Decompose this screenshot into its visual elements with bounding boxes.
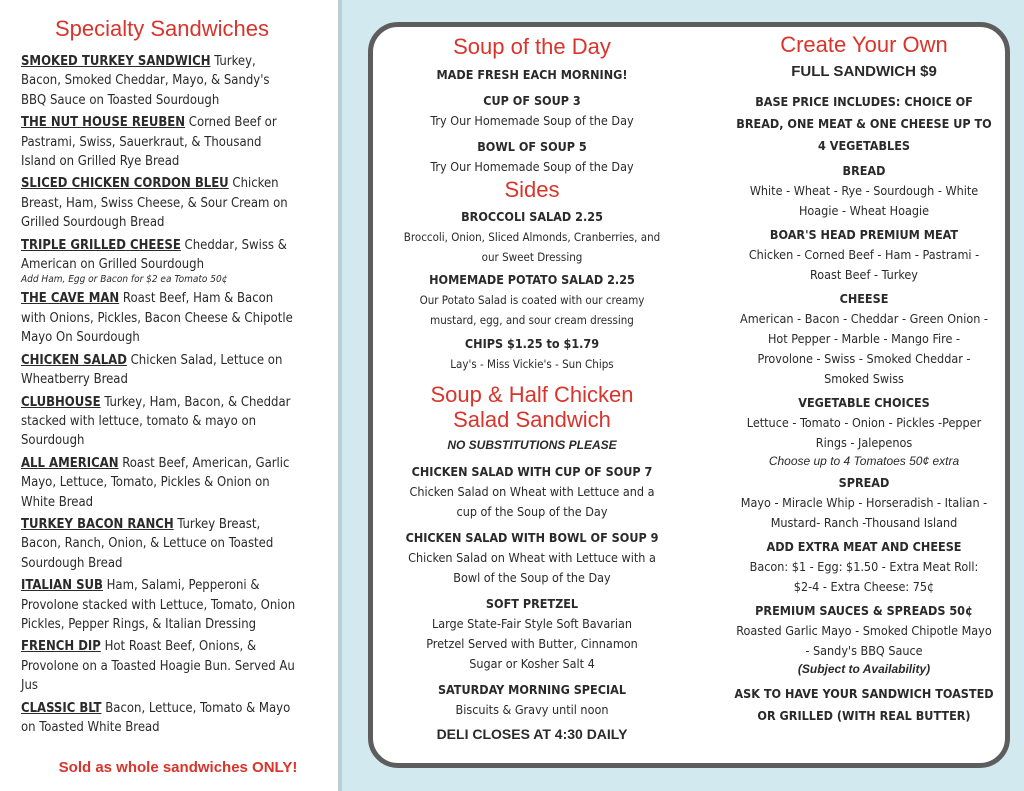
whole-sandwich-note: Sold as whole sandwiches ONLY!: [58, 759, 298, 776]
soup-title: Soup of the Day: [453, 34, 611, 59]
meat-label: BOAR'S HEAD PREMIUM MEAT: [769, 227, 959, 242]
item-desc: Chicken Breast, Ham, Swiss Cheese, & Sour Cream on Grilled Sourdough Bread: [21, 176, 288, 231]
item-name: TRIPLE GRILLED CHEESE: [21, 237, 181, 253]
combo-title-2: Salad Sandwich: [453, 407, 611, 432]
bowl-of-soup: BOWL OF SOUP 5: [477, 139, 587, 154]
bread-options-2: Hoagie - Wheat Hoagie: [798, 203, 930, 218]
chips: CHIPS $1.25 to $1.79: [464, 336, 600, 351]
spread-options-2: Mustard- Ranch -Thousand Island: [770, 515, 958, 530]
item-name: CLASSIC BLT: [21, 700, 102, 716]
extra-label: ADD EXTRA MEAT AND CHEESE: [766, 539, 962, 554]
combo-cup: CHICKEN SALAD WITH CUP OF SOUP 7: [411, 464, 653, 479]
spread-label: SPREAD: [838, 475, 890, 490]
potato-salad: HOMEMADE POTATO SALAD 2.25: [429, 272, 635, 287]
soup-subtitle: MADE FRESH EACH MORNING!: [436, 67, 628, 82]
cheese-options-3: Provolone - Swiss - Smoked Cheddar -: [757, 351, 971, 366]
cheese-label: CHEESE: [839, 291, 889, 306]
item-name: CLUBHOUSE: [21, 394, 101, 410]
bread-label: BREAD: [842, 163, 886, 178]
soft-pretzel: SOFT PRETZEL: [485, 596, 579, 611]
menu-item: [21, 454, 296, 512]
item-desc: Bacon, Lettuce, Tomato & Mayo on Toasted White Bread: [21, 700, 291, 735]
premium-options: Roasted Garlic Mayo - Smoked Chipotle Mayo: [736, 623, 992, 638]
bread-options: White - Wheat - Rye - Sourdough - White: [749, 183, 979, 198]
specialty-list: [21, 52, 337, 737]
menu-item: [21, 699, 296, 738]
vegetable-note: Choose up to 4 Tomatoes 50¢ extra: [768, 454, 960, 468]
item-desc: Ham, Salami, Pepperoni & Provolone stacked with Lettuce, Tomato, Onion Pickles, Pepper Rings, & Italian Dressing: [21, 578, 296, 632]
create-your-own-column: [719, 27, 1009, 727]
item-desc: Roast Beef, American, Garlic Mayo, Lettuce, Tomato, Pickles & Onion on White Bread: [21, 455, 290, 510]
item-desc: Hot Roast Beef, Onions, & Provolone on a Toasted Hoagie Bun. Served Au Jus: [21, 639, 295, 694]
menu-item: [21, 393, 296, 451]
chips-desc: Lay's - Miss Vickie's - Sun Chips: [450, 357, 614, 371]
cup-of-soup-desc: Try Our Homemade Soup of the Day: [430, 113, 634, 128]
ask-toasted-2: OR GRILLED (WITH REAL BUTTER): [757, 708, 971, 723]
menu-item: [21, 576, 296, 634]
combo-cup-desc: Chicken Salad on Wheat with Lettuce and a: [409, 484, 655, 499]
menu-item: [21, 637, 296, 695]
item-desc: Corned Beef or Pastrami, Swiss, Sauerkraut, & Thousand Island on Grilled Rye Bread: [21, 115, 277, 170]
item-name: TURKEY BACON RANCH: [21, 516, 174, 532]
full-sandwich-price: FULL SANDWICH $9: [791, 63, 937, 80]
item-desc: Turkey, Bacon, Smoked Cheddar, Mayo, & Sandy's BBQ Sauce on Toasted Sourdough: [21, 54, 270, 108]
item-desc: Roast Beef, Ham & Bacon with Onions, Pickles, Bacon Cheese & Chipotle Mayo On Sourdough: [21, 291, 293, 346]
item-name: SMOKED TURKEY SANDWICH: [21, 54, 211, 69]
item-name: FRENCH DIP: [21, 639, 101, 655]
broccoli-salad: BROCCOLI SALAD 2.25: [461, 209, 603, 224]
extra-options-2: $2-4 - Extra Cheese: 75¢: [793, 579, 935, 594]
combo-bowl-desc-2: Bowl of the Soup of the Day: [453, 570, 611, 585]
broccoli-salad-desc: Broccoli, Onion, Sliced Almonds, Cranberries, and: [403, 230, 661, 244]
combo-bowl: CHICKEN SALAD WITH BOWL OF SOUP 9: [405, 530, 659, 545]
premium-options-2: - Sandy's BBQ Sauce: [805, 643, 923, 658]
item-desc: Chicken Salad, Lettuce on Wheatberry Bread: [21, 352, 283, 388]
combo-cup-desc-2: cup of the Soup of the Day: [456, 504, 608, 519]
item-name: THE CAVE MAN: [21, 291, 120, 307]
soup-sides-column: [373, 27, 691, 742]
menu-item: [21, 174, 296, 232]
cheese-options-2: Hot Pepper - Marble - Mango Fire -: [767, 331, 961, 346]
menu-item: [21, 52, 296, 110]
premium-note: (Subject to Availability): [797, 662, 931, 676]
menu-item: [21, 289, 296, 347]
right-panel: [338, 0, 1024, 791]
meat-options-2: Roast Beef - Turkey: [810, 267, 918, 282]
item-desc: Turkey, Ham, Bacon, & Cheddar stacked with lettuce, tomato & mayo on Sourdough: [21, 394, 291, 449]
vegetable-options-2: Rings - Jalepenos: [815, 435, 913, 450]
cup-of-soup: CUP OF SOUP 3: [483, 93, 581, 108]
menu-item: [21, 236, 296, 287]
deli-closes: DELI CLOSES AT 4:30 DAILY: [436, 726, 628, 742]
broccoli-salad-desc-2: our Sweet Dressing: [481, 250, 583, 264]
cheese-options-4: Smoked Swiss: [824, 371, 904, 386]
combo-bowl-desc: Chicken Salad on Wheat with Lettuce with a: [408, 550, 656, 565]
base-price-1: BASE PRICE INCLUDES: CHOICE OF: [755, 94, 973, 109]
item-name: THE NUT HOUSE REUBEN: [21, 115, 186, 131]
saturday-special: SATURDAY MORNING SPECIAL: [437, 682, 627, 697]
potato-salad-desc: Our Potato Salad is coated with our creamy: [419, 293, 645, 307]
menu-item: [21, 113, 296, 171]
item-note: Add Ham, Egg or Bacon for $2 ea Tomato 50¢: [21, 274, 228, 286]
create-title: Create Your Own: [780, 32, 948, 57]
ask-toasted-1: ASK TO HAVE YOUR SANDWICH TOASTED: [734, 686, 994, 701]
item-name: ALL AMERICAN: [21, 455, 119, 471]
saturday-special-desc: Biscuits & Gravy until noon: [455, 702, 609, 717]
menu-item: [21, 351, 296, 390]
item-desc: Turkey Breast, Bacon, Ranch, Onion, & Lettuce on Toasted Sourdough Bread: [21, 516, 274, 571]
spread-options: Mayo - Miracle Whip - Horseradish - Italian -: [740, 495, 988, 510]
item-name: ITALIAN SUB: [21, 578, 103, 594]
item-name: CHICKEN SALAD: [21, 352, 127, 368]
vegetable-options: Lettuce - Tomato - Onion - Pickles -Pepper: [746, 415, 982, 430]
soft-pretzel-desc-2: Pretzel Served with Butter, Cinnamon: [426, 636, 638, 651]
vegetable-label: VEGETABLE CHOICES: [798, 395, 930, 410]
no-substitutions: NO SUBSTITUTIONS PLEASE: [447, 438, 617, 452]
item-name: SLICED CHICKEN CORDON BLEU: [21, 176, 229, 192]
meat-options: Chicken - Corned Beef - Ham - Pastrami -: [748, 247, 980, 262]
specialty-panel: [0, 0, 338, 791]
bowl-of-soup-desc: Try Our Homemade Soup of the Day: [430, 159, 634, 174]
base-price-3: 4 VEGETABLES: [818, 138, 910, 153]
soft-pretzel-desc-3: Sugar or Kosher Salt 4: [469, 656, 595, 671]
menu-item: [21, 515, 296, 573]
extra-options: Bacon: $1 - Egg: $1.50 - Extra Meat Roll:: [749, 559, 979, 574]
combo-title-1: Soup & Half Chicken: [430, 382, 634, 407]
potato-salad-desc-2: mustard, egg, and sour cream dressing: [430, 313, 634, 327]
soft-pretzel-desc: Large State-Fair Style Soft Bavarian: [431, 616, 632, 631]
sides-title: Sides: [504, 177, 560, 202]
specialty-title: Specialty Sandwiches: [54, 16, 269, 41]
item-desc: Cheddar, Swiss & American on Grilled Sourdough: [21, 237, 287, 273]
base-price-2: BREAD, ONE MEAT & ONE CHEESE UP TO: [736, 116, 992, 131]
premium-label: PREMIUM SAUCES & SPREADS 50¢: [755, 603, 973, 618]
menu-card: [368, 22, 1010, 768]
cheese-options: American - Bacon - Cheddar - Green Onion -: [740, 311, 988, 326]
